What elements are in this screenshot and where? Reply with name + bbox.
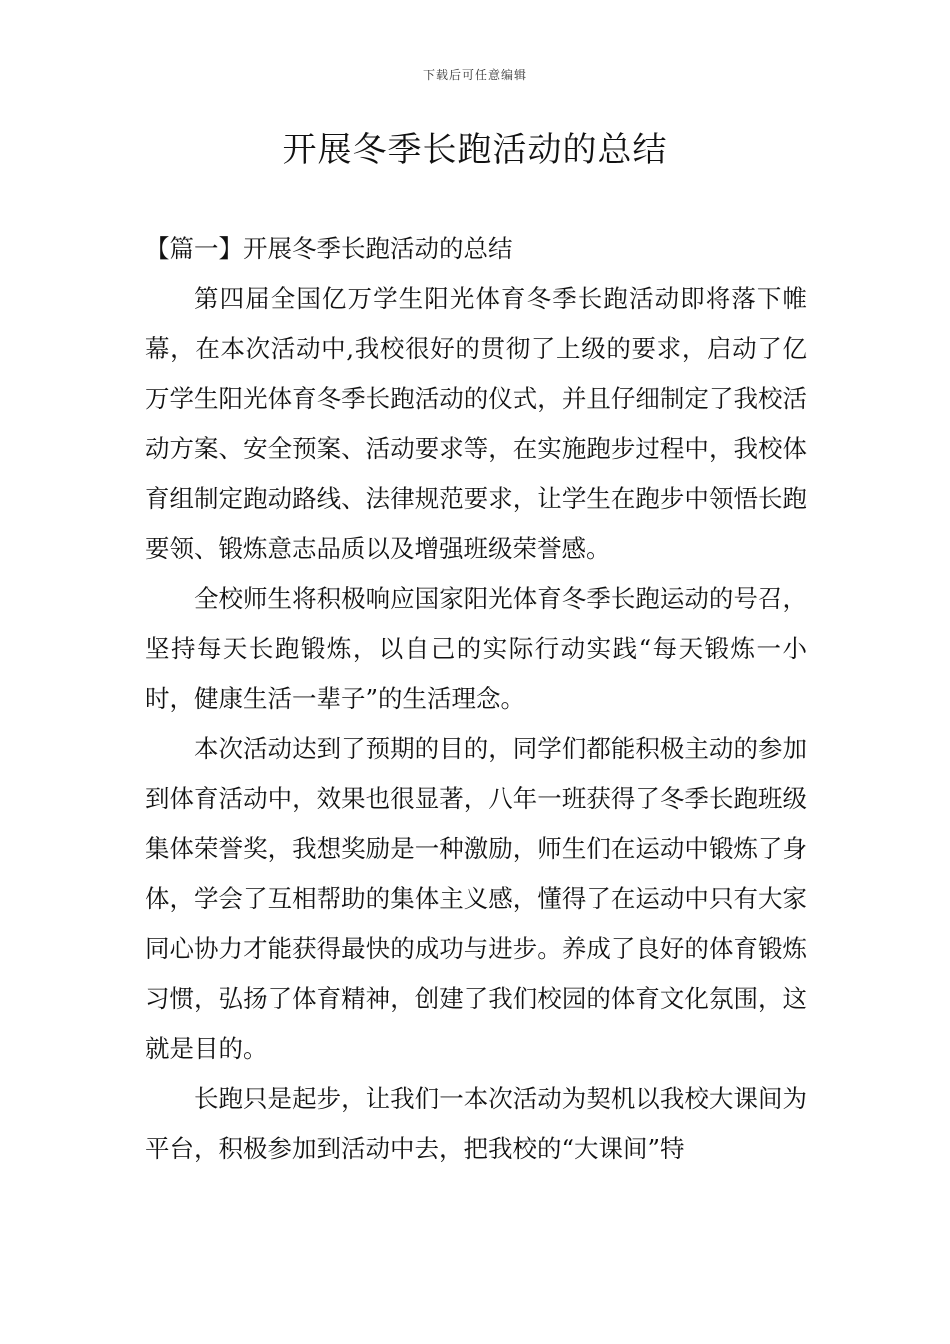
section-heading: 【篇一】开展冬季长跑活动的总结 [145, 234, 513, 263]
paragraph: 第四届全国亿万学生阳光体育冬季长跑活动即将落下帷幕，在本次活动中,我校很好的贯彻了上级的要求，启动了亿万学生阳光体育冬季长跑活动的仪式，并且仔细制定了我校活动方案、安全预案、活动要求等，在实施跑步过程中，我校体育组制定跑动路线、法律规范要求，让学生在跑步中领悟长跑要领、锻炼意志品质以及增强班级荣誉感。 [145, 284, 807, 563]
document-title: 开展冬季长跑活动的总结 [282, 130, 668, 170]
paragraph: 长跑只是起步，让我们一本次活动为契机以我校大课间为平台，积极参加到活动中去，把我校的“大课间”特 [145, 1084, 807, 1163]
paragraph: 本次活动达到了预期的目的，同学们都能积极主动的参加到体育活动中，效果也很显著，八年一班获得了冬季长跑班级集体荣誉奖，我想奖励是一种激励，师生们在运动中锻炼了身体，学会了互相帮助的集体主义感，懂得了在运动中只有大家同心协力才能获得最快的成功与进步。养成了良好的体育锻炼习惯，弘扬了体育精神，创建了我们校园的体育文化氛围，这就是目的。 [145, 734, 807, 1063]
document-body [145, 224, 807, 1174]
paragraph: 全校师生将积极响应国家阳光体育冬季长跑运动的号召，坚持每天长跑锻炼，以自己的实际行动实践“每天锻炼一小时，健康生活一辈子”的生活理念。 [145, 584, 807, 713]
header-note: 下载后可任意编辑 [422, 68, 527, 82]
